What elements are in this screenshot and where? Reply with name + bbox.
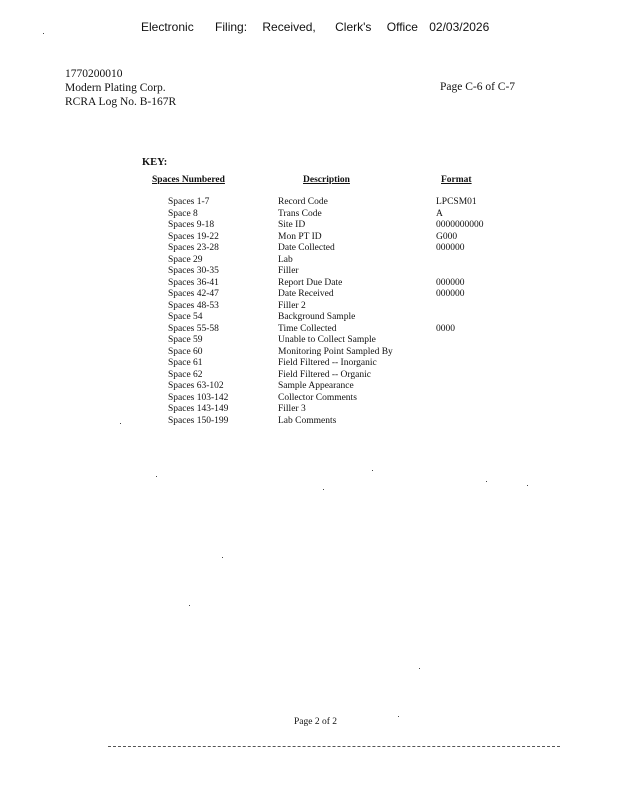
filing-stamp-word: Filing: bbox=[215, 20, 248, 34]
log-number: RCRA Log No. B-167R bbox=[65, 96, 177, 108]
spaces-cell: Spaces 55-58 bbox=[168, 323, 219, 334]
description-cell: Mon PT ID bbox=[278, 231, 322, 242]
format-cell bbox=[436, 370, 516, 382]
description-cell: Date Received bbox=[278, 289, 334, 299]
record-layout-row bbox=[168, 289, 516, 301]
format-cell: 0000000000 bbox=[436, 220, 484, 230]
filing-stamp-word: Office bbox=[386, 20, 418, 34]
column-header-spaces: Spaces Numbered bbox=[152, 175, 225, 185]
record-layout-body bbox=[168, 197, 516, 427]
record-layout-row bbox=[168, 278, 516, 290]
description-cell: Filler 2 bbox=[278, 300, 306, 311]
format-cell bbox=[436, 266, 516, 278]
record-layout-row bbox=[168, 324, 516, 336]
scan-speck bbox=[156, 476, 157, 477]
spaces-cell: Space 62 bbox=[168, 369, 203, 380]
description-cell: Collector Comments bbox=[278, 392, 357, 403]
scan-speck bbox=[120, 423, 121, 424]
description-cell: Time Collected bbox=[278, 323, 337, 334]
record-layout-row bbox=[168, 243, 516, 255]
spaces-cell: Spaces 103-142 bbox=[168, 392, 229, 403]
spaces-cell: Spaces 1-7 bbox=[168, 197, 210, 207]
bottom-rule bbox=[108, 746, 560, 747]
format-cell bbox=[436, 358, 516, 370]
scan-speck bbox=[43, 33, 44, 34]
docket-number: 1770200010 bbox=[65, 68, 123, 80]
spaces-cell: Space 59 bbox=[168, 335, 203, 345]
spaces-cell: Space 61 bbox=[168, 358, 203, 368]
record-layout-row bbox=[168, 312, 516, 324]
scan-speck bbox=[398, 716, 399, 717]
record-layout-row bbox=[168, 370, 516, 382]
key-title: KEY: bbox=[142, 157, 168, 168]
description-cell: Background Sample bbox=[278, 312, 356, 322]
filing-stamp-word: Received, bbox=[262, 20, 316, 34]
description-cell: Field Filtered -- Inorganic bbox=[278, 358, 377, 368]
company-name: Modern Plating Corp. bbox=[65, 82, 166, 94]
format-cell bbox=[436, 393, 516, 405]
scan-speck bbox=[372, 470, 373, 471]
spaces-cell: Space 54 bbox=[168, 312, 203, 322]
description-cell: Filler bbox=[278, 266, 299, 276]
format-cell bbox=[436, 312, 516, 324]
record-layout-row bbox=[168, 220, 516, 232]
format-cell bbox=[436, 404, 516, 416]
spaces-cell: Spaces 48-53 bbox=[168, 300, 219, 311]
description-cell: Lab bbox=[278, 254, 293, 265]
description-cell: Filler 3 bbox=[278, 404, 306, 414]
description-cell: Trans Code bbox=[278, 208, 322, 219]
format-cell: 0000 bbox=[436, 323, 455, 334]
format-cell bbox=[436, 335, 516, 347]
record-layout-row bbox=[168, 393, 516, 405]
description-cell: Sample Appearance bbox=[278, 381, 354, 391]
spaces-cell: Spaces 143-149 bbox=[168, 404, 229, 414]
description-cell: Report Due Date bbox=[278, 277, 343, 288]
format-cell bbox=[436, 347, 516, 359]
column-header-description: Description bbox=[303, 175, 350, 185]
scan-speck bbox=[486, 481, 487, 482]
spaces-cell: Spaces 36-41 bbox=[168, 277, 219, 288]
page-reference: Page C-6 of C-7 bbox=[440, 81, 516, 93]
scan-speck bbox=[222, 557, 223, 558]
spaces-cell: Spaces 23-28 bbox=[168, 243, 219, 253]
spaces-cell: Spaces 150-199 bbox=[168, 415, 229, 426]
spaces-cell: Spaces 63-102 bbox=[168, 381, 224, 391]
record-layout-row bbox=[168, 197, 516, 209]
filing-stamp bbox=[141, 20, 489, 34]
description-cell: Date Collected bbox=[278, 243, 335, 253]
scan-speck bbox=[527, 485, 528, 486]
filing-stamp-date: 02/03/2026 bbox=[429, 20, 490, 34]
spaces-cell: Space 29 bbox=[168, 254, 203, 265]
format-cell: A bbox=[436, 208, 443, 219]
column-header-format: Format bbox=[441, 175, 472, 185]
record-layout-table bbox=[168, 197, 516, 427]
filing-stamp-word: Clerk's bbox=[335, 20, 372, 34]
record-layout-row bbox=[168, 266, 516, 278]
format-cell: LPCSM01 bbox=[436, 197, 477, 207]
format-cell: 000000 bbox=[436, 277, 465, 288]
record-layout-row bbox=[168, 416, 516, 428]
spaces-cell: Space 60 bbox=[168, 346, 203, 357]
record-layout-row bbox=[168, 381, 516, 393]
record-layout-row bbox=[168, 358, 516, 370]
spaces-cell: Spaces 42-47 bbox=[168, 289, 219, 299]
spaces-cell: Spaces 30-35 bbox=[168, 266, 219, 276]
spaces-cell: Space 8 bbox=[168, 208, 198, 219]
format-cell: G000 bbox=[436, 231, 458, 242]
format-cell: 000000 bbox=[436, 243, 465, 253]
record-layout-row bbox=[168, 335, 516, 347]
format-cell bbox=[436, 301, 516, 313]
description-cell: Record Code bbox=[278, 197, 328, 207]
record-layout-row bbox=[168, 301, 516, 313]
format-cell bbox=[436, 255, 516, 267]
format-cell bbox=[436, 416, 516, 428]
format-cell bbox=[436, 381, 516, 393]
scan-speck bbox=[189, 605, 190, 606]
record-layout-row bbox=[168, 209, 516, 221]
record-layout-row bbox=[168, 232, 516, 244]
scan-speck bbox=[323, 489, 324, 490]
spaces-cell: Spaces 19-22 bbox=[168, 231, 219, 242]
description-cell: Field Filtered -- Organic bbox=[278, 369, 371, 380]
filing-stamp-word: Electronic bbox=[141, 20, 194, 34]
description-cell: Lab Comments bbox=[278, 415, 337, 426]
description-cell: Site ID bbox=[278, 220, 306, 230]
format-cell: 000000 bbox=[436, 289, 465, 299]
record-layout-row bbox=[168, 404, 516, 416]
scan-speck bbox=[419, 668, 420, 669]
record-layout-row bbox=[168, 255, 516, 267]
spaces-cell: Spaces 9-18 bbox=[168, 220, 215, 230]
page-footer: Page 2 of 2 bbox=[294, 717, 338, 727]
record-layout-row bbox=[168, 347, 516, 359]
description-cell: Monitoring Point Sampled By bbox=[278, 346, 393, 357]
description-cell: Unable to Collect Sample bbox=[278, 335, 376, 345]
